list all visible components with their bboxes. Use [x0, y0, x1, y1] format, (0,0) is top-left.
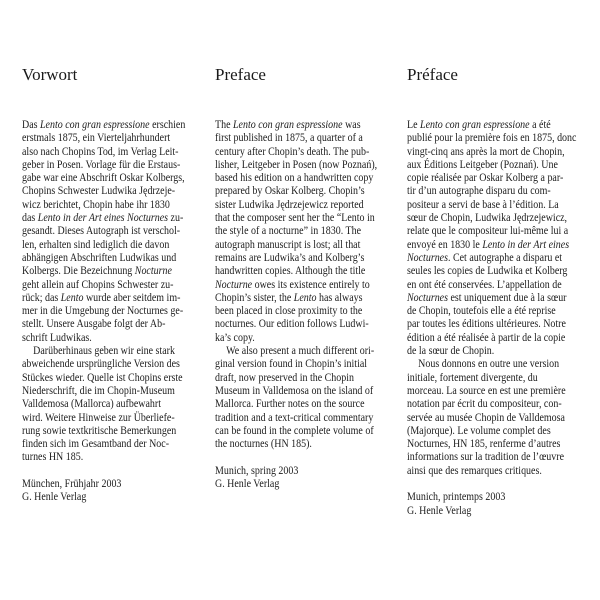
italic-text: Nocturne — [134, 264, 172, 278]
text-line — [22, 450, 192, 463]
text-run: Darüberhinaus geben wir eine stark — [33, 344, 175, 358]
text-run: Das — [22, 118, 41, 131]
text-run: das — [22, 211, 38, 225]
column-body — [22, 118, 192, 504]
text-run: publié pour la première fois en 1875, donc — [407, 131, 577, 145]
text-run: autograph manuscript is lost; all that — [215, 237, 361, 251]
text-line — [215, 131, 385, 144]
text-line — [407, 238, 577, 251]
text-line — [407, 278, 577, 291]
text-line — [22, 437, 192, 450]
text-run: édition a été réalisée à partir de la copie — [407, 330, 566, 344]
text-line — [215, 331, 385, 344]
publisher: G. Henle Verlag — [215, 477, 280, 491]
text-run: the nocturnes (HN 185). — [215, 437, 312, 451]
column-french — [407, 0, 587, 600]
text-run: owes its existence entirely to — [252, 277, 370, 291]
text-line — [215, 198, 385, 211]
text-run: seules les copies de Ludwika et Kolberg — [407, 264, 568, 278]
text-run: stellt. Unsere Ausgabe folgt der Ab- — [22, 317, 166, 331]
text-line — [407, 344, 577, 357]
text-line — [407, 331, 577, 344]
column-heading: Vorwort — [22, 65, 78, 84]
text-line — [407, 384, 577, 397]
text-line — [407, 251, 577, 264]
text-line — [407, 264, 577, 277]
text-line — [407, 145, 577, 158]
text-line — [215, 437, 385, 450]
text-run: (Majorque). Le volume complet des — [407, 423, 551, 437]
text-run: ainsi que des remarques critiques. — [407, 463, 542, 477]
text-line — [22, 384, 192, 397]
text-run: century after Chopin’s death. The pub- — [215, 144, 370, 158]
text-run: servée au musée Chopin de Valldemosa — [407, 410, 565, 424]
text-line — [22, 411, 192, 424]
text-run: copie réalisée par Oskar Kolberg a par- — [407, 171, 564, 185]
text-run: Chopin’s sister, the — [215, 290, 294, 304]
text-run: initiale, fortement divergente, du — [407, 370, 538, 384]
text-line — [215, 344, 385, 357]
text-run: Nous donnons en outre une version — [418, 357, 560, 371]
text-line — [407, 171, 577, 184]
text-line — [407, 317, 577, 330]
text-line — [407, 464, 577, 477]
text-run: Stückes wieder. Quelle ist Chopins erste — [22, 370, 183, 384]
text-run: zu- — [168, 211, 184, 225]
text-line — [407, 158, 577, 171]
signature — [407, 490, 577, 517]
text-line — [22, 118, 192, 131]
paragraph — [407, 357, 577, 477]
paragraph — [215, 344, 385, 450]
text-line — [22, 317, 192, 330]
paragraph — [215, 118, 385, 344]
italic-text: Lento con gran espressione — [420, 118, 530, 131]
text-line — [215, 411, 385, 424]
text-run: geber in Posen. Vorlage für die Erstaus- — [22, 157, 181, 171]
text-line — [215, 238, 385, 251]
text-line — [22, 357, 192, 370]
text-run: ka’s copy. — [215, 330, 255, 344]
text-line — [22, 198, 192, 211]
text-run: Niederschrift, die im Chopin-Museum — [22, 383, 175, 397]
text-line — [22, 397, 192, 410]
text-run: erschien — [149, 118, 186, 131]
text-line — [22, 251, 192, 264]
text-run: nocturnes. Our edition follows Ludwi- — [215, 317, 369, 331]
text-run: was — [342, 118, 361, 131]
text-line — [407, 437, 577, 450]
text-run: draft, now preserved in the Chopin — [215, 370, 355, 384]
text-run: prepared by Oskar Kolberg. Chopin’s — [215, 184, 365, 198]
text-line — [215, 224, 385, 237]
paragraphs — [407, 118, 577, 477]
text-run: Nocturnes, HN 185, renferme d’autres — [407, 437, 561, 451]
text-run: sœur de Chopin, Ludwika Jędrzejewicz, — [407, 211, 568, 225]
text-run: morceau. La source en est une première — [407, 383, 566, 397]
italic-text: Nocturne — [215, 277, 253, 291]
text-line — [22, 291, 192, 304]
text-run: that the composer sent her the “Lento in — [215, 211, 375, 225]
text-line — [407, 198, 577, 211]
publisher: G. Henle Verlag — [22, 490, 87, 504]
text-line — [407, 411, 577, 424]
text-run: based his edition on a handwritten copy — [215, 171, 374, 185]
text-run: tradition and a text-critical commentary — [215, 410, 374, 424]
place-date: Munich, printemps 2003 — [407, 490, 506, 504]
text-run: est uniquement due à la sœur — [447, 290, 567, 304]
column-body — [407, 118, 577, 517]
text-run: erstmals 1875, ein Vierteljahrhundert — [22, 131, 171, 145]
text-line — [407, 397, 577, 410]
paragraph — [407, 118, 577, 357]
text-line — [215, 211, 385, 224]
place-date: München, Frühjahr 2003 — [22, 477, 122, 491]
italic-text: Lento — [60, 290, 84, 304]
signature — [215, 464, 385, 491]
text-run: informations sur la tradition de l’œuvre — [407, 450, 565, 464]
text-run: Kolbergs. Die Bezeichnung — [22, 264, 135, 278]
text-line — [22, 145, 192, 158]
text-line — [215, 251, 385, 264]
text-run: lisher, Leitgeber in Posen (now Poznań), — [215, 157, 378, 171]
text-run: handwritten copies. Although the title — [215, 264, 366, 278]
text-line — [407, 371, 577, 384]
text-run: schrift Ludwikas. — [22, 330, 92, 344]
text-run: . Cet autographe a disparu et — [447, 250, 563, 264]
text-line — [407, 211, 577, 224]
text-run: rück; das — [22, 290, 61, 304]
text-line — [22, 224, 192, 237]
paragraphs — [215, 118, 385, 450]
italic-text: Lento con gran espressione — [40, 118, 150, 131]
text-line — [215, 317, 385, 330]
text-run: envoyé en 1830 le — [407, 237, 483, 251]
text-line — [22, 184, 192, 197]
publisher: G. Henle Verlag — [407, 503, 472, 517]
paragraph — [22, 118, 192, 344]
text-line — [22, 171, 192, 184]
text-run: can be found in the complete volume of — [215, 423, 374, 437]
text-line — [407, 357, 577, 370]
text-run: Museum in Valldemosa on the island of — [215, 383, 374, 397]
text-run: wicz berichtet, Chopin habe ihr 1830 — [22, 197, 170, 211]
text-run: abhängigen Abschriften Ludwikas und — [22, 250, 177, 264]
text-run: en ont été conservées. L’appellation de — [407, 277, 562, 291]
column-german — [22, 0, 202, 600]
text-run: sister Ludwika Jędrzejewicz reported — [215, 197, 364, 211]
text-line — [22, 371, 192, 384]
text-line — [407, 224, 577, 237]
place-date: Munich, spring 2003 — [215, 463, 299, 477]
italic-text: Lento in der Art eines — [482, 237, 570, 251]
text-line — [22, 211, 192, 224]
text-run: Le — [407, 118, 421, 131]
italic-text: Lento — [293, 290, 317, 304]
text-line — [407, 131, 577, 144]
text-run: Chopins Schwester Ludwika Jędrzeje- — [22, 184, 176, 198]
text-run: first published in 1875, a quarter of a — [215, 131, 363, 145]
text-run: len, erhalten sind lediglich die davon — [22, 237, 170, 251]
text-run: ginal version found in Chopin’s initial — [215, 357, 368, 371]
italic-text: Nocturnes — [407, 250, 448, 264]
text-line — [215, 291, 385, 304]
text-run: wurde aber seitdem im- — [83, 290, 181, 304]
text-run: de la sœur de Chopin. — [407, 344, 495, 358]
text-run: Valldemosa (Mallorca) aufbewahrt — [22, 397, 161, 411]
text-line — [215, 371, 385, 384]
text-line — [22, 304, 192, 317]
text-line — [215, 184, 385, 197]
text-run: gesandt. Dieses Autograph ist verschol- — [22, 224, 181, 238]
text-run: gabe war eine Abschrift Oskar Kolbergs, — [22, 171, 185, 185]
text-run: has always — [316, 290, 363, 304]
column-body — [215, 118, 385, 490]
text-line — [215, 145, 385, 158]
text-run: remains are Ludwika’s and Kolberg’s — [215, 250, 365, 264]
text-line — [407, 291, 577, 304]
text-line — [215, 384, 385, 397]
text-run: aux Éditions Leitgeber (Poznań). Une — [407, 157, 558, 171]
column-english — [215, 0, 395, 600]
column-heading: Preface — [215, 65, 266, 84]
text-run: tir d’un autographe disparu du com- — [407, 184, 551, 198]
text-run: turnes HN 185. — [22, 450, 84, 464]
text-run: rung sowie textkritische Bemerkungen — [22, 423, 177, 437]
text-line — [215, 118, 385, 131]
text-line — [215, 158, 385, 171]
text-run: de Chopin, toutefois elle a été reprise — [407, 304, 556, 318]
italic-text: Lento con gran espressione — [233, 118, 343, 131]
text-line — [215, 424, 385, 437]
text-run: The — [215, 118, 234, 131]
text-run: vingt-cinq ans après la mort de Chopin, — [407, 144, 565, 158]
text-run: been placed in close proximity to the — [215, 304, 363, 318]
text-run: mer in die Umgebung der Nocturnes ge- — [22, 304, 184, 318]
column-heading: Préface — [407, 65, 458, 84]
text-run: relate que le compositeur lui-même lui a — [407, 224, 569, 238]
text-line — [22, 131, 192, 144]
paragraph — [22, 344, 192, 464]
text-line — [215, 304, 385, 317]
italic-text: Nocturnes — [407, 290, 448, 304]
text-run: We also present a much different ori- — [226, 344, 375, 358]
text-line — [22, 344, 192, 357]
paragraphs — [22, 118, 192, 464]
text-run: geht allein auf Chopins Schwester zu- — [22, 277, 174, 291]
text-run: a été — [529, 118, 551, 131]
text-line — [22, 264, 192, 277]
text-line — [22, 278, 192, 291]
text-run: par toutes les éditions ultérieures. Notre — [407, 317, 566, 331]
text-line — [407, 184, 577, 197]
text-line — [407, 424, 577, 437]
text-line — [407, 118, 577, 131]
text-run: wird. Weitere Hinweise zur Überliefe- — [22, 410, 175, 424]
text-line — [215, 264, 385, 277]
text-run: notation par écrit du compositeur, con- — [407, 397, 562, 411]
text-line — [22, 158, 192, 171]
text-line — [22, 424, 192, 437]
text-line — [215, 278, 385, 291]
text-line — [22, 331, 192, 344]
text-run: also nach Chopins Tod, im Verlag Leit- — [22, 144, 179, 158]
text-run: Mallorca. Further notes on the source — [215, 397, 365, 411]
text-line — [407, 450, 577, 463]
text-run: finden sich im Gesamtband der Noc- — [22, 437, 170, 451]
text-run: the style of a nocturne” in 1830. The — [215, 224, 362, 238]
text-line — [215, 357, 385, 370]
text-line — [407, 304, 577, 317]
signature — [22, 477, 192, 504]
text-run: positeur a servi de base à l’édition. La — [407, 197, 559, 211]
text-run: abweichende ursprüngliche Version des — [22, 357, 180, 371]
text-line — [215, 397, 385, 410]
text-line — [215, 171, 385, 184]
text-line — [22, 238, 192, 251]
italic-text: Lento in der Art eines Nocturnes — [37, 211, 169, 225]
